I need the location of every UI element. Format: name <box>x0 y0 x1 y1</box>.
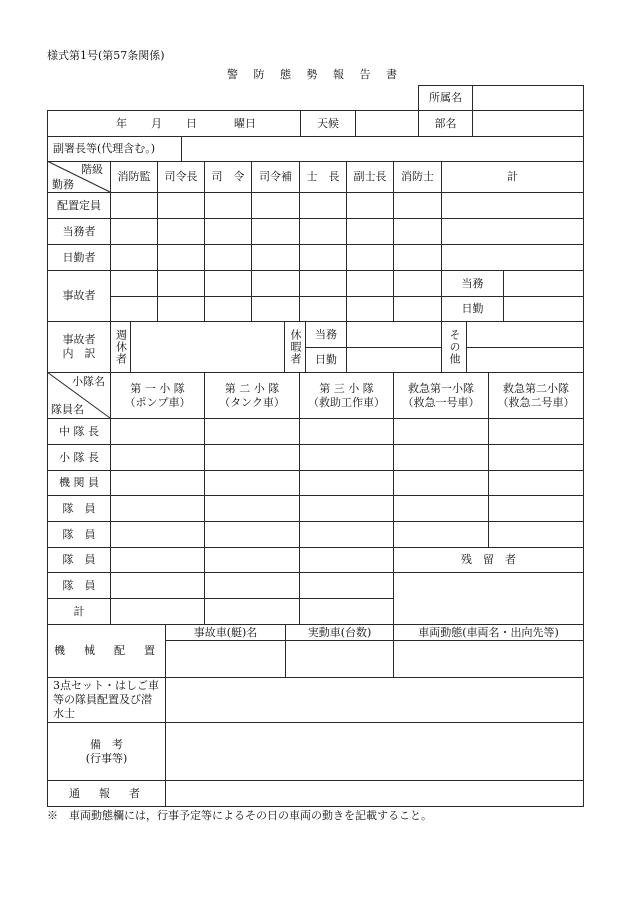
accident-count-cell <box>204 270 252 297</box>
squad-member-cell <box>110 470 205 496</box>
squad-header-0 <box>110 372 205 419</box>
role-label <box>47 572 111 599</box>
rank-count-cell <box>393 192 442 219</box>
rank-count-cell <box>157 244 205 271</box>
weekly-off-label <box>110 321 131 373</box>
squad-header-3 <box>393 372 489 419</box>
role-label-text: 隊 員 <box>62 501 96 515</box>
special-staffing-value-cell <box>165 677 584 723</box>
affiliation-value-cell <box>472 85 584 111</box>
rank-total-cell <box>441 244 584 271</box>
squad-member-cell <box>204 521 300 548</box>
squad-header-4 <box>488 372 584 419</box>
rank-header-2 <box>204 161 252 193</box>
rank-header-1 <box>157 161 205 193</box>
rank-row-label <box>47 244 111 271</box>
rank-count-cell <box>204 218 252 245</box>
remarks-value-cell <box>165 722 584 781</box>
leave-duty-label-text: 当務 <box>315 327 337 341</box>
squad-member-cell <box>393 444 489 471</box>
role-label-text: 機 関 員 <box>59 476 99 489</box>
rank-count-cell <box>346 244 394 271</box>
rank-row-label-text: 当務者 <box>62 224 96 238</box>
squad-member-cell <box>488 521 584 548</box>
breakdown-label-cell-text: 内 訳 <box>62 347 96 360</box>
squad-member-cell <box>110 444 205 471</box>
squad-member-cell <box>204 598 300 625</box>
squad-member-cell <box>393 470 489 496</box>
squad-corner-bottom-label: 隊員名 <box>51 403 84 416</box>
squad-member-cell <box>299 495 394 522</box>
accident-count-cell <box>299 296 347 322</box>
rank-header-0 <box>110 161 158 193</box>
accident-label-cell <box>47 270 111 322</box>
reporter-value-cell <box>165 780 584 807</box>
rank-count-cell <box>110 218 158 245</box>
squad-member-cell <box>204 572 300 599</box>
role-label <box>47 521 111 548</box>
accident-duty-value-1 <box>503 296 584 322</box>
affiliation-label-cell-text: 所属名 <box>429 91 462 104</box>
squad-member-cell <box>204 444 300 471</box>
accident-count-cell <box>251 296 300 322</box>
rank-count-cell <box>251 218 300 245</box>
squad-header-0-text: 第 一 小 隊 <box>130 381 185 395</box>
accident-duty-label-1-text: 日勤 <box>461 302 484 315</box>
role-label-text: 小 隊 長 <box>59 450 99 464</box>
accident-count-cell <box>204 296 252 322</box>
squad-member-cell <box>393 418 489 445</box>
rank-header-6-text: 消防士 <box>401 170 434 183</box>
rank-corner-top-label: 階級 <box>81 163 103 176</box>
department-label-cell <box>418 110 473 137</box>
affiliation-label-cell <box>418 85 473 111</box>
accident-count-cell <box>393 270 442 297</box>
squad-member-cell <box>393 495 489 522</box>
rank-header-3 <box>251 161 300 193</box>
rank-total-header-text: 計 <box>507 170 518 183</box>
accident-duty-label-0-text: 当務 <box>461 276 484 290</box>
squad-member-cell <box>110 547 205 573</box>
other-label <box>441 321 467 373</box>
squad-member-cell <box>299 598 394 625</box>
weekly-off-label-text: 週休者 <box>114 329 128 365</box>
accident-count-cell <box>157 270 205 297</box>
leave-label <box>284 321 306 373</box>
role-label-text: 隊 員 <box>62 578 96 592</box>
rank-count-cell <box>110 192 158 219</box>
rank-count-cell <box>346 218 394 245</box>
squad-member-cell <box>299 418 394 445</box>
role-label-text: 隊 員 <box>62 527 96 541</box>
rank-total-header <box>441 161 584 193</box>
role-label <box>47 598 111 625</box>
leave-day-label-text: 日勤 <box>315 353 337 366</box>
rank-count-cell <box>204 192 252 219</box>
squad-member-cell <box>299 572 394 599</box>
rank-header-4 <box>299 161 347 193</box>
squad-header-2-text: 第 三 小 隊 <box>319 381 374 395</box>
rank-count-cell <box>157 218 205 245</box>
squad-member-cell <box>488 444 584 471</box>
rank-header-4-text: 士 長 <box>306 170 340 183</box>
accident-count-cell <box>346 270 394 297</box>
remaining-value-cell <box>393 572 584 625</box>
role-label-text: 計 <box>73 604 85 618</box>
remarks-label-cell-text: (行事等) <box>85 751 128 765</box>
squad-header-3-text: （救急一号車） <box>402 395 480 409</box>
footnote: ※ 車両動態欄には，行事予定等によるその日の車両の動きを記載すること。 <box>47 809 432 822</box>
machinery-header-1-text: 実動車(台数) <box>307 625 372 639</box>
rank-total-cell <box>441 218 584 245</box>
squad-corner-top-label: 小隊名 <box>72 375 105 388</box>
breakdown-label-cell-text: 事故者 <box>62 333 96 346</box>
machinery-label-cell-text: 機 械 配 置 <box>54 644 159 657</box>
machinery-header-0 <box>165 624 286 641</box>
leave-day-value <box>346 347 442 373</box>
role-label <box>47 444 111 471</box>
machinery-label-cell <box>47 624 166 678</box>
squad-member-cell <box>110 495 205 522</box>
rank-count-cell <box>251 244 300 271</box>
squad-member-cell <box>110 418 205 445</box>
role-label-text: 中 隊 長 <box>59 424 99 438</box>
accident-count-cell <box>251 270 300 297</box>
squad-header-4-text: （救急二号車） <box>497 395 575 409</box>
rank-header-3-text: 司令補 <box>259 170 292 183</box>
squad-header-1-text: 第 二 小 隊 <box>224 381 280 395</box>
accident-count-cell <box>110 270 158 297</box>
reporter-label-cell <box>47 780 166 807</box>
squad-member-cell <box>488 470 584 496</box>
rank-header-5 <box>346 161 394 193</box>
leave-day-label <box>305 347 347 373</box>
date-cell <box>47 110 301 137</box>
remarks-label-cell-text: 備 考 <box>90 737 123 751</box>
squad-member-cell <box>299 444 394 471</box>
squad-member-cell <box>110 521 205 548</box>
accident-duty-label-0 <box>441 270 504 297</box>
squad-member-cell <box>299 521 394 548</box>
special-staffing-label-cell-text: 3点セット・はしご車等の隊員配置及び潜水士 <box>53 679 159 720</box>
machinery-value-1 <box>285 640 394 678</box>
squad-member-cell <box>299 470 394 496</box>
rank-row-label-text: 日勤者 <box>62 250 96 264</box>
rank-count-cell <box>393 244 442 271</box>
rank-row-label <box>47 218 111 245</box>
accident-count-cell <box>299 270 347 297</box>
accident-duty-value-0 <box>503 270 584 297</box>
form-number: 様式第1号(第57条関係) <box>47 49 165 62</box>
reporter-label-cell-text: 通 報 者 <box>69 786 144 800</box>
machinery-value-2 <box>393 640 584 678</box>
squad-member-cell <box>488 418 584 445</box>
department-label-cell-text: 部名 <box>434 116 457 130</box>
role-label-text: 隊 員 <box>62 553 96 566</box>
rank-count-cell <box>299 192 347 219</box>
rank-count-cell <box>346 192 394 219</box>
rank-corner-bottom-label: 勤務 <box>52 178 74 191</box>
leave-duty-label <box>305 321 347 348</box>
accident-count-cell <box>346 296 394 322</box>
machinery-header-0-text: 事故車(艇)名 <box>193 625 258 639</box>
weekday-label: 曜日 <box>234 117 256 130</box>
squad-member-cell <box>204 547 300 573</box>
squad-header-2-text: （救助工作車） <box>308 395 385 409</box>
leave-label-text: 休暇者 <box>289 329 302 365</box>
deputy-value-cell <box>181 136 584 162</box>
machinery-header-2-text: 車両動態(車両名・出向先等) <box>418 625 559 639</box>
leave-duty-value <box>346 321 442 348</box>
role-label <box>47 547 111 573</box>
machinery-header-1 <box>285 624 394 641</box>
rank-count-cell <box>299 244 347 271</box>
deputy-label-cell-text: 副署長等(代理含む。) <box>53 142 156 155</box>
rank-total-cell <box>441 192 584 219</box>
weather-label-cell <box>300 110 356 137</box>
squad-member-cell <box>204 418 300 445</box>
other-value-1 <box>466 321 584 348</box>
squad-header-0-text: （ポンプ車） <box>124 395 191 409</box>
remaining-label-cell-text: 残 留 者 <box>461 553 516 566</box>
role-label <box>47 495 111 522</box>
special-staffing-label-cell <box>47 677 166 723</box>
squad-header-2 <box>299 372 394 419</box>
squad-member-cell <box>204 495 300 522</box>
squad-member-cell <box>393 521 489 548</box>
page-title: 警 防 態 勢 報 告 書 <box>227 68 403 81</box>
breakdown-label-cell <box>47 321 111 373</box>
squad-header-1-text: （タンク車） <box>219 395 285 409</box>
rank-count-cell <box>299 218 347 245</box>
remarks-label-cell <box>47 722 166 781</box>
weekly-off-value <box>130 321 285 373</box>
accident-duty-label-1 <box>441 296 504 322</box>
machinery-header-2 <box>393 624 584 641</box>
rank-header-2-text: 司 令 <box>211 170 245 183</box>
rank-header-0-text: 消防監 <box>117 170 151 183</box>
rank-row-label <box>47 192 111 219</box>
rank-header-1-text: 司令長 <box>164 170 198 183</box>
rank-row-label-text: 配置定員 <box>57 198 101 212</box>
weather-label-cell-text: 天候 <box>317 116 339 130</box>
department-value-cell <box>472 110 584 137</box>
squad-member-cell <box>110 572 205 599</box>
squad-header-3-text: 救急第一小隊 <box>408 381 474 395</box>
squad-member-cell <box>110 598 205 625</box>
rank-count-cell <box>393 218 442 245</box>
deputy-label-cell <box>47 136 182 162</box>
rank-header-5-text: 副士長 <box>353 170 387 183</box>
accident-count-cell <box>393 296 442 322</box>
accident-label-cell-text: 事故者 <box>62 289 96 302</box>
role-label <box>47 418 111 445</box>
rank-count-cell <box>251 192 300 219</box>
other-value-2 <box>466 347 584 373</box>
other-label-text: その他 <box>448 329 461 365</box>
accident-count-cell <box>110 296 158 322</box>
rank-header-6 <box>393 161 442 193</box>
role-label <box>47 470 111 496</box>
rank-count-cell <box>204 244 252 271</box>
accident-count-cell <box>157 296 205 322</box>
year-label: 年 <box>116 117 127 130</box>
squad-member-cell <box>488 495 584 522</box>
remaining-label-cell <box>393 547 584 573</box>
weather-value-cell <box>355 110 419 137</box>
squad-member-cell <box>204 470 300 496</box>
machinery-value-0 <box>165 640 286 678</box>
squad-header-1 <box>204 372 300 419</box>
squad-member-cell <box>299 547 394 573</box>
rank-count-cell <box>157 192 205 219</box>
month-label: 月 <box>151 117 162 130</box>
day-label: 日 <box>186 117 197 130</box>
rank-count-cell <box>110 244 158 271</box>
squad-header-4-text: 救急第二小隊 <box>503 381 569 395</box>
